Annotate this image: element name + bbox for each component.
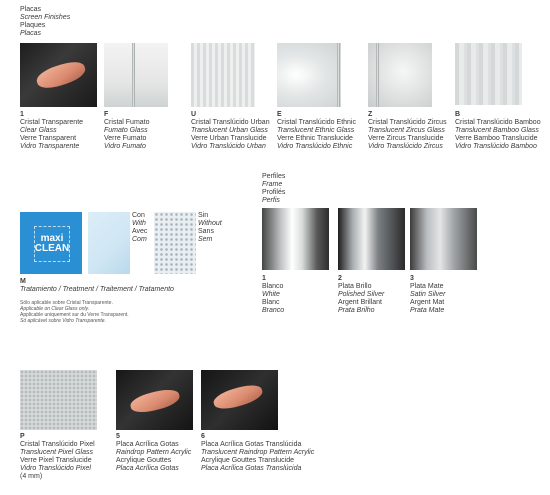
label-raindrop-acrylic <box>116 433 191 473</box>
label-fr: Avec <box>132 228 148 235</box>
frame-pole <box>132 43 135 107</box>
label-pt: Placa Acrílica Gotas <box>116 465 179 472</box>
label-en: Translucent Raindrop Pattern Acrylic <box>201 449 315 456</box>
swatch-urban-glass <box>191 43 255 107</box>
label-fr: Sans <box>198 228 214 235</box>
header-line-es: Perfiles <box>262 173 286 180</box>
swatch-pixel-glass <box>20 370 97 430</box>
label-fr: Argent Mat <box>410 299 445 306</box>
hand-image <box>129 386 182 416</box>
logo-line-2: CLEAN <box>34 243 70 254</box>
code: Z <box>368 111 373 118</box>
swatch-raindrop-acrylic <box>116 370 193 430</box>
section-header-screen-finishes <box>20 6 70 38</box>
swatch-bamboo-glass <box>455 43 522 105</box>
code: P <box>20 433 25 440</box>
swatch-translucent-raindrop-acrylic <box>201 370 278 430</box>
label-fr: Acrylique Gouttes Translucide <box>201 457 294 464</box>
label-fr: Verre Ethnic Translucide <box>277 135 353 142</box>
label-en: Translucent Pixel Glass <box>20 449 94 456</box>
label-en: Without <box>198 220 222 227</box>
swatch-profile-polished-silver <box>338 208 405 270</box>
label-fr: Verre Bamboo Translucide <box>455 135 538 142</box>
label-es: Plata Mate <box>410 283 444 290</box>
label-es: Blanco <box>262 283 284 290</box>
label-en: Clear Glass <box>20 127 57 134</box>
label-en: Satin Silver <box>410 291 446 298</box>
swatch-zircus-glass <box>368 43 432 107</box>
swatch-profile-satin-silver <box>410 208 477 270</box>
swatch-profile-white <box>262 208 329 270</box>
code: 1 <box>262 275 266 282</box>
label-ethnic-glass <box>277 111 356 151</box>
label-pt: Prata Brilho <box>338 307 375 314</box>
code: F <box>104 111 109 118</box>
note-fr: Applicable uniquement sur du Verre Transparent. <box>20 312 129 318</box>
label-es: Cristal Translúcido Pixel <box>20 441 95 448</box>
label-en: Translucent Ethnic Glass <box>277 127 355 134</box>
label-pt: Branco <box>262 307 285 314</box>
maxiclean-logo-box <box>34 226 70 262</box>
frame-pole <box>376 43 379 107</box>
label-profile-white <box>262 275 284 315</box>
label-pt: Placa Acrílica Gotas Translúcida <box>201 465 302 472</box>
label-bamboo-glass <box>455 111 541 151</box>
label-es: Plata Brillo <box>338 283 372 290</box>
label-pt: Vidro Translúcido Bamboo <box>455 143 537 150</box>
label-pt: Sem <box>198 236 213 243</box>
label-en: Translucent Zircus Glass <box>368 127 445 134</box>
code: M <box>20 278 26 285</box>
label-fr: Verre Pixel Translucide <box>20 457 92 464</box>
label-pt: Vidro Translúcido Pixel <box>20 465 91 472</box>
header-line-en: Frame <box>262 181 283 188</box>
label-pt: Vidro Translúcido Zircus <box>368 143 443 150</box>
label-fr: Verre Urban Translucide <box>191 135 267 142</box>
label-en: Translucent Bamboo Glass <box>455 127 539 134</box>
swatch-ethnic-glass <box>277 43 341 107</box>
label-fumato-glass <box>104 111 150 151</box>
note-es: Sólo aplicable sobre Cristal Transparente. <box>20 300 113 306</box>
swatch-with-treatment <box>88 212 130 274</box>
label-fr: Acrylique Gouttes <box>116 457 172 464</box>
label-treatment <box>20 278 174 294</box>
label-en: Raindrop Pattern Acrylic <box>116 449 192 456</box>
label-fr: Verre Transparent <box>20 135 77 142</box>
maxiclean-logo <box>20 212 82 274</box>
label-profile-polished-silver <box>338 275 384 315</box>
header-line-pt: Perfis <box>262 197 280 204</box>
label-fr: Verre Zircus Translucide <box>368 135 444 142</box>
frame-pole <box>337 43 340 107</box>
label-zircus-glass <box>368 111 447 151</box>
swatch-without-treatment <box>154 212 196 274</box>
hand-image <box>34 58 88 92</box>
header-line-pt: Placas <box>20 30 42 37</box>
label-en: Fumato Glass <box>104 127 148 134</box>
label-translucent-raindrop-acrylic <box>201 433 314 473</box>
label-en: Translucent Urban Glass <box>191 127 268 134</box>
label-thickness: (4 mm) <box>20 473 43 480</box>
label-fr: Verre Fumato <box>104 135 147 142</box>
code: U <box>191 111 197 118</box>
label-es: Placa Acrílica Gotas Translúcida <box>201 441 302 448</box>
label-with-treatment <box>132 212 147 244</box>
label-pt: Com <box>132 236 147 243</box>
header-line-es: Placas <box>20 6 42 13</box>
label-pt: Vidro Fumato <box>104 143 146 150</box>
treatment-label: Tratamiento / Treatment / Traitement / Tratamento <box>20 286 174 293</box>
label-es: Cristal Translúcido Ethnic <box>277 119 356 126</box>
label-en: Polished Silver <box>338 291 385 298</box>
label-es: Cristal Transparente <box>20 119 84 126</box>
label-pt: Vidro Translúcido Ethnic <box>277 143 353 150</box>
section-header-frame <box>262 173 285 205</box>
label-en: With <box>132 220 146 227</box>
label-es: Cristal Fumato <box>104 119 150 126</box>
label-without-treatment <box>198 212 222 244</box>
label-fr: Blanc <box>262 299 280 306</box>
code: 3 <box>410 275 414 282</box>
code: 2 <box>338 275 342 282</box>
header-line-en: Screen Finishes <box>20 14 71 21</box>
label-fr: Argent Brillant <box>338 299 382 306</box>
label-urban-glass <box>191 111 270 151</box>
code: 1 <box>20 111 24 118</box>
swatch-clear-glass <box>20 43 97 107</box>
label-pt: Prata Mate <box>410 307 445 314</box>
hand-image <box>211 381 264 412</box>
note-en: Applicable on Clear Glass only. <box>20 306 90 312</box>
label-clear-glass <box>20 111 83 151</box>
code: 6 <box>201 433 205 440</box>
code: B <box>455 111 461 118</box>
label-profile-satin-silver <box>410 275 445 315</box>
header-line-fr: Profilés <box>262 189 286 196</box>
code: 5 <box>116 433 120 440</box>
logo-line-1: maxi <box>40 233 64 244</box>
treatment-notes <box>20 300 129 324</box>
label-pt: Vidro Transparente <box>20 143 80 150</box>
label-es: Con <box>132 212 145 219</box>
label-es: Cristal Translúcido Bamboo <box>455 119 541 126</box>
label-es: Cristal Translúcido Urban <box>191 119 270 126</box>
label-es: Placa Acrílica Gotas <box>116 441 179 448</box>
label-es: Sin <box>198 212 209 219</box>
label-pt: Vidro Translúcido Urban <box>191 143 266 150</box>
swatch-fumato-glass <box>104 43 168 107</box>
header-line-fr: Plaques <box>20 22 46 29</box>
label-en: White <box>262 291 280 298</box>
code: E <box>277 111 282 118</box>
label-es: Cristal Translúcido Zircus <box>368 119 447 126</box>
label-pixel-glass <box>20 433 95 481</box>
note-pt: Só aplicável sobre Vidro Transparente. <box>20 318 106 324</box>
